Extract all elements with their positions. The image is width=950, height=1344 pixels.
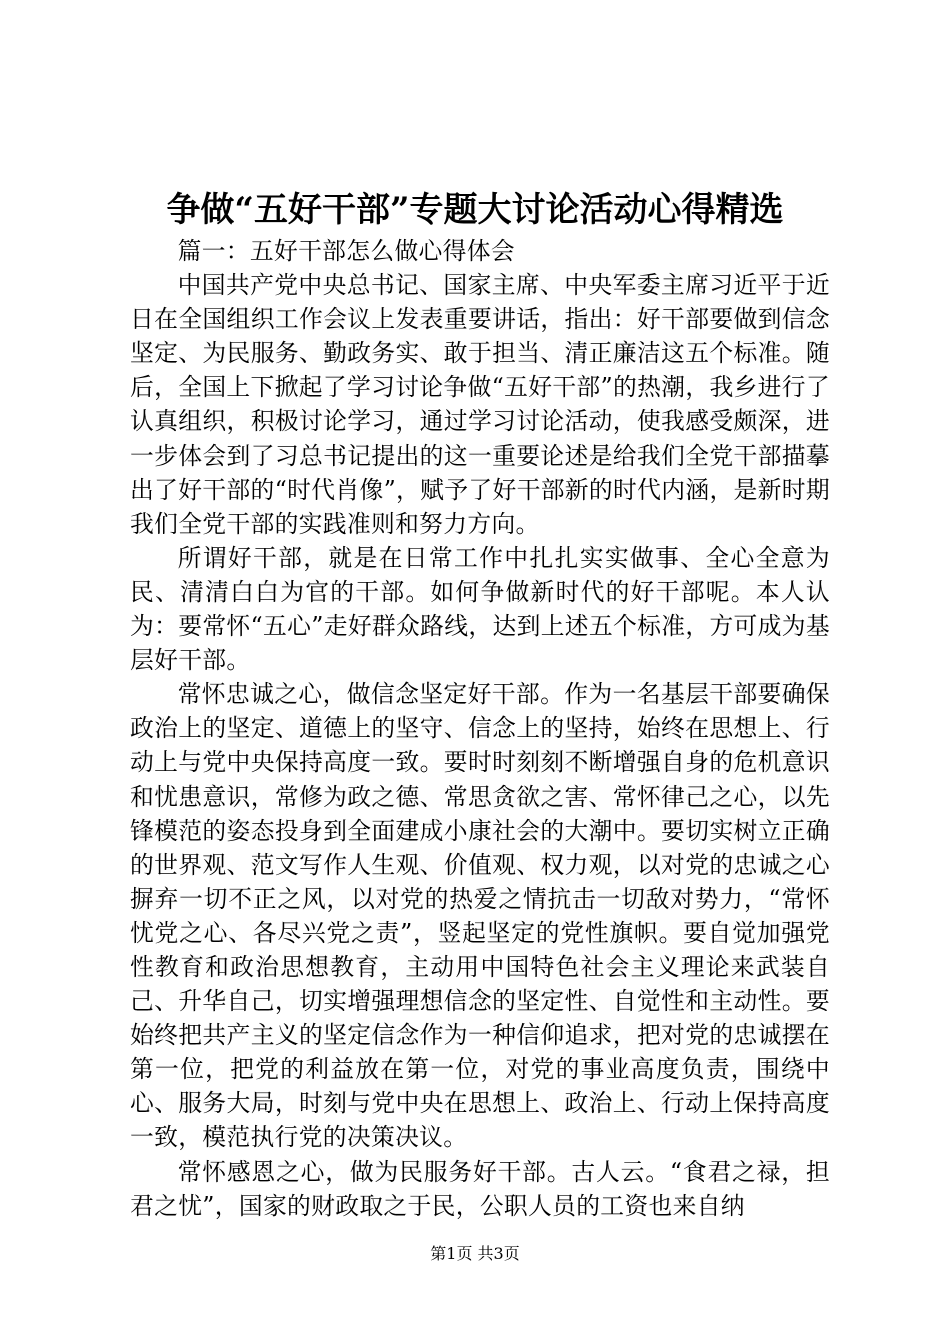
paragraph: 所谓好干部，就是在日常工作中扎扎实实做事、全心全意为民、清清白白为官的干部。如何争做新时代的好干部呢。本人认为：要常怀“五心”走好群众路线，达到上述五个标准，方可成为基层好干部。 xyxy=(130,543,830,675)
page-number-footer: 第1页 共3页 xyxy=(430,1244,520,1263)
section-heading: 篇一：五好干部怎么做心得体会 xyxy=(177,237,515,265)
paragraph: 常怀感恩之心，做为民服务好干部。古人云。“食君之禄，担君之忧”，国家的财政取之于民，公职人员的工资也来自纳 xyxy=(130,1157,830,1220)
document-body xyxy=(130,234,830,1223)
paragraph: 常怀忠诚之心，做信念坚定好干部。作为一名基层干部要确保政治上的坚定、道德上的坚守、信念上的坚持，始终在思想上、行动上与党中央保持高度一致。要时时刻刻不断增强自身的危机意识和忧患意识，常修为政之德、常思贪欲之害、常怀律己之心，以先锋模范的姿态投身到全面建成小康社会的大潮中。要切实树立正确的世界观、范文写作人生观、价值观、权力观，以对党的忠诚之心摒弃一切不正之风，以对党的热爱之情抗击一切敌对势力，“常怀忧党之心、各尽兴党之责”，竖起坚定的党性旗帜。要自觉加强党性教育和政治思想教育，主动用中国特色社会主义理论来武装自己、升华自己，切实增强理想信念的坚定性、自觉性和主动性。要始终把共产主义的坚定信念作为一种信仰追求，把对党的忠诚摆在第一位，把党的利益放在第一位，对党的事业高度负责，围绕中心、服务大局，时刻与党中央在思想上、政治上、行动上保持高度一致，模范执行党的决策决议。 xyxy=(130,680,830,1152)
document-title: 争做“五好干部”专题大讨论活动心得精选 xyxy=(166,190,784,230)
paragraph: 中国共产党中央总书记、国家主席、中央军委主席习近平于近日在全国组织工作会议上发表重要讲话，指出：好干部要做到信念坚定、为民服务、勤政务实、敢于担当、清正廉洁这五个标准。随后，全国上下掀起了学习讨论争做“五好干部”的热潮，我乡进行了认真组织，积极讨论学习，通过学习讨论活动，使我感受颇深，进一步体会到了习总书记提出的这一重要论述是给我们全党干部描摹出了好干部的“时代肖像”，赋予了好干部新的时代内涵，是新时期我们全党干部的实践准则和努力方向。 xyxy=(130,271,830,538)
